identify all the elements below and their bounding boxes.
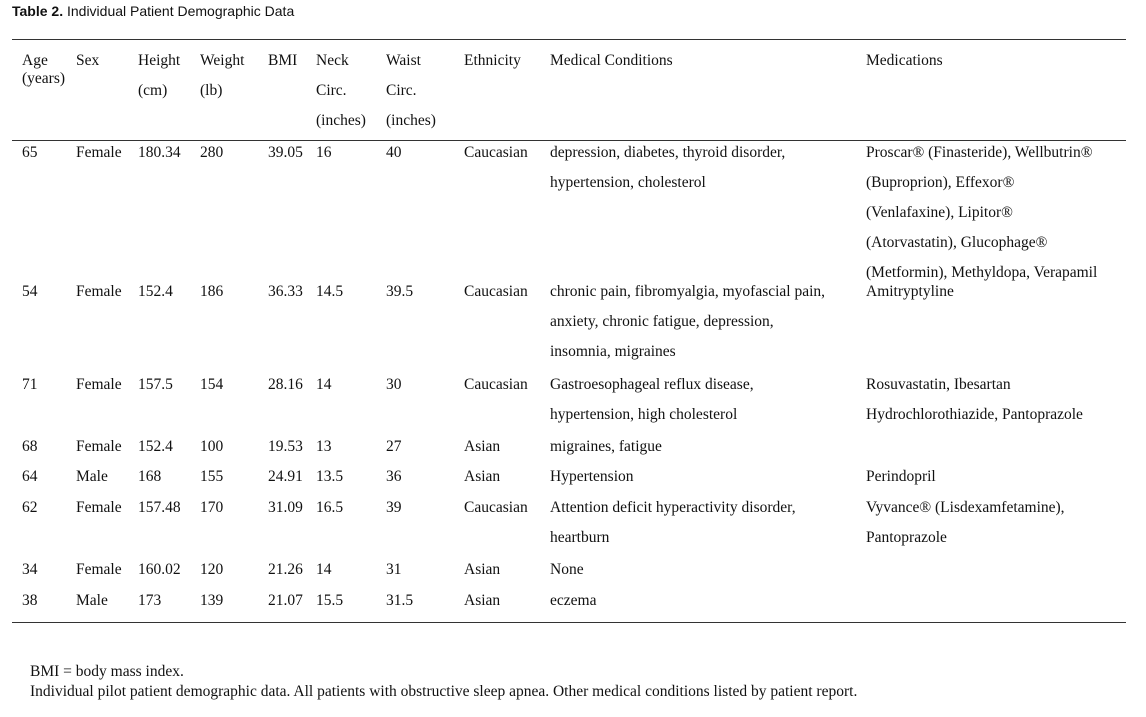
table-top-rule	[12, 39, 1126, 40]
cell-age: 34	[22, 561, 38, 578]
cell-neck: 14.5	[316, 283, 344, 300]
cell-ethnicity: Caucasian	[464, 144, 528, 161]
header-height-line-1: Height	[138, 52, 181, 69]
cell-height: 160.02	[138, 561, 181, 578]
cell-height: 157.48	[138, 499, 181, 516]
header-sex: Sex	[76, 52, 100, 69]
cell-medications-line: Hydrochlorothiazide, Pantoprazole	[866, 406, 1083, 423]
cell-neck: 16.5	[316, 499, 344, 516]
header-weight-line-1: Weight	[200, 52, 245, 69]
cell-waist: 36	[386, 468, 402, 485]
cell-conditions-line: eczema	[550, 592, 597, 609]
cell-weight: 280	[200, 144, 224, 161]
cell-neck: 14	[316, 561, 332, 578]
header-height-line-2: (cm)	[138, 82, 168, 99]
cell-ethnicity: Asian	[464, 438, 501, 455]
cell-neck: 14	[316, 376, 332, 393]
header-ethnicity: Ethnicity	[464, 52, 521, 69]
cell-ethnicity: Caucasian	[464, 283, 528, 300]
cell-medications-line: Proscar® (Finasteride), Wellbutrin®	[866, 144, 1093, 161]
cell-medications-line: Pantoprazole	[866, 529, 947, 546]
cell-sex: Male	[76, 592, 108, 609]
cell-height: 168	[138, 468, 162, 485]
cell-height: 180.34	[138, 144, 181, 161]
cell-age: 64	[22, 468, 38, 485]
cell-medications-line: (Venlafaxine), Lipitor®	[866, 204, 1013, 221]
cell-conditions-line: Hypertension	[550, 468, 634, 485]
cell-waist: 31	[386, 561, 402, 578]
cell-age: 68	[22, 438, 38, 455]
cell-bmi: 19.53	[268, 438, 303, 455]
cell-sex: Male	[76, 468, 108, 485]
cell-height: 152.4	[138, 438, 173, 455]
cell-weight: 100	[200, 438, 224, 455]
cell-age: 65	[22, 144, 38, 161]
cell-waist: 39.5	[386, 283, 414, 300]
header-age-line-2: (years)	[22, 70, 66, 87]
cell-neck: 13.5	[316, 468, 344, 485]
cell-medications-line: Vyvance® (Lisdexamfetamine),	[866, 499, 1065, 516]
header-neck-line-1: Neck	[316, 52, 349, 69]
footnote-description: Individual pilot patient demographic data. All patients with obstructive sleep apnea. Other medical conditions listed by patient report.	[30, 683, 858, 700]
cell-weight: 170	[200, 499, 224, 516]
cell-ethnicity: Caucasian	[464, 499, 528, 516]
cell-age: 54	[22, 283, 38, 300]
cell-conditions-line: None	[550, 561, 584, 578]
cell-ethnicity: Asian	[464, 561, 501, 578]
cell-age: 71	[22, 376, 38, 393]
cell-ethnicity: Asian	[464, 468, 501, 485]
cell-waist: 31.5	[386, 592, 414, 609]
header-age-line-1: Age	[22, 52, 48, 69]
table-caption-label: Table 2.	[12, 3, 64, 19]
header-neck-line-3: (inches)	[316, 112, 366, 129]
header-weight-line-2: (lb)	[200, 82, 223, 99]
cell-conditions-line: hypertension, high cholesterol	[550, 406, 738, 423]
cell-height: 152.4	[138, 283, 173, 300]
header-conditions: Medical Conditions	[550, 52, 673, 69]
cell-weight: 155	[200, 468, 224, 485]
cell-medications-line: Amitryptyline	[866, 283, 954, 300]
cell-conditions-line: hypertension, cholesterol	[550, 174, 706, 191]
cell-conditions-line: depression, diabetes, thyroid disorder,	[550, 144, 786, 161]
header-waist-line-2: Circ.	[386, 82, 417, 99]
footnote-abbreviation: BMI = body mass index.	[30, 663, 184, 680]
cell-conditions-line: Attention deficit hyperactivity disorder,	[550, 499, 796, 516]
cell-sex: Female	[76, 376, 122, 393]
cell-sex: Female	[76, 438, 122, 455]
cell-sex: Female	[76, 144, 122, 161]
cell-bmi: 36.33	[268, 283, 303, 300]
cell-weight: 120	[200, 561, 224, 578]
header-bmi: BMI	[268, 52, 298, 69]
cell-bmi: 21.26	[268, 561, 303, 578]
table-bottom-rule	[12, 622, 1126, 623]
cell-bmi: 21.07	[268, 592, 303, 609]
cell-weight: 154	[200, 376, 224, 393]
cell-waist: 40	[386, 144, 402, 161]
cell-conditions-line: anxiety, chronic fatigue, depression,	[550, 313, 774, 330]
cell-conditions-line: chronic pain, fibromyalgia, myofascial pain,	[550, 283, 826, 300]
cell-weight: 186	[200, 283, 224, 300]
cell-weight: 139	[200, 592, 224, 609]
table-caption	[12, 3, 294, 19]
cell-neck: 15.5	[316, 592, 344, 609]
cell-conditions-line: insomnia, migraines	[550, 343, 676, 360]
cell-sex: Female	[76, 561, 122, 578]
cell-ethnicity: Asian	[464, 592, 501, 609]
cell-sex: Female	[76, 499, 122, 516]
cell-sex: Female	[76, 283, 122, 300]
cell-conditions-line: migraines, fatigue	[550, 438, 662, 455]
cell-bmi: 24.91	[268, 468, 303, 485]
cell-bmi: 31.09	[268, 499, 303, 516]
header-medications: Medications	[866, 52, 943, 69]
cell-waist: 30	[386, 376, 402, 393]
cell-bmi: 39.05	[268, 144, 303, 161]
cell-conditions-line: Gastroesophageal reflux disease,	[550, 376, 754, 393]
cell-medications-line: (Metformin), Methyldopa, Verapamil	[866, 264, 1098, 281]
cell-medications-line: (Atorvastatin), Glucophage®	[866, 234, 1048, 251]
cell-bmi: 28.16	[268, 376, 303, 393]
cell-neck: 13	[316, 438, 332, 455]
table-caption-title: Individual Patient Demographic Data	[66, 3, 295, 19]
cell-age: 38	[22, 592, 38, 609]
cell-age: 62	[22, 499, 38, 516]
cell-height: 173	[138, 592, 162, 609]
cell-waist: 39	[386, 499, 402, 516]
header-neck-line-2: Circ.	[316, 82, 347, 99]
cell-medications-line: Perindopril	[866, 468, 936, 485]
cell-medications-line: Rosuvastatin, Ibesartan	[866, 376, 1011, 393]
cell-height: 157.5	[138, 376, 173, 393]
cell-waist: 27	[386, 438, 402, 455]
cell-neck: 16	[316, 144, 332, 161]
cell-ethnicity: Caucasian	[464, 376, 528, 393]
header-waist-line-1: Waist	[386, 52, 421, 69]
header-waist-line-3: (inches)	[386, 112, 436, 129]
cell-conditions-line: heartburn	[550, 529, 610, 546]
cell-medications-line: (Buproprion), Effexor®	[866, 174, 1015, 191]
